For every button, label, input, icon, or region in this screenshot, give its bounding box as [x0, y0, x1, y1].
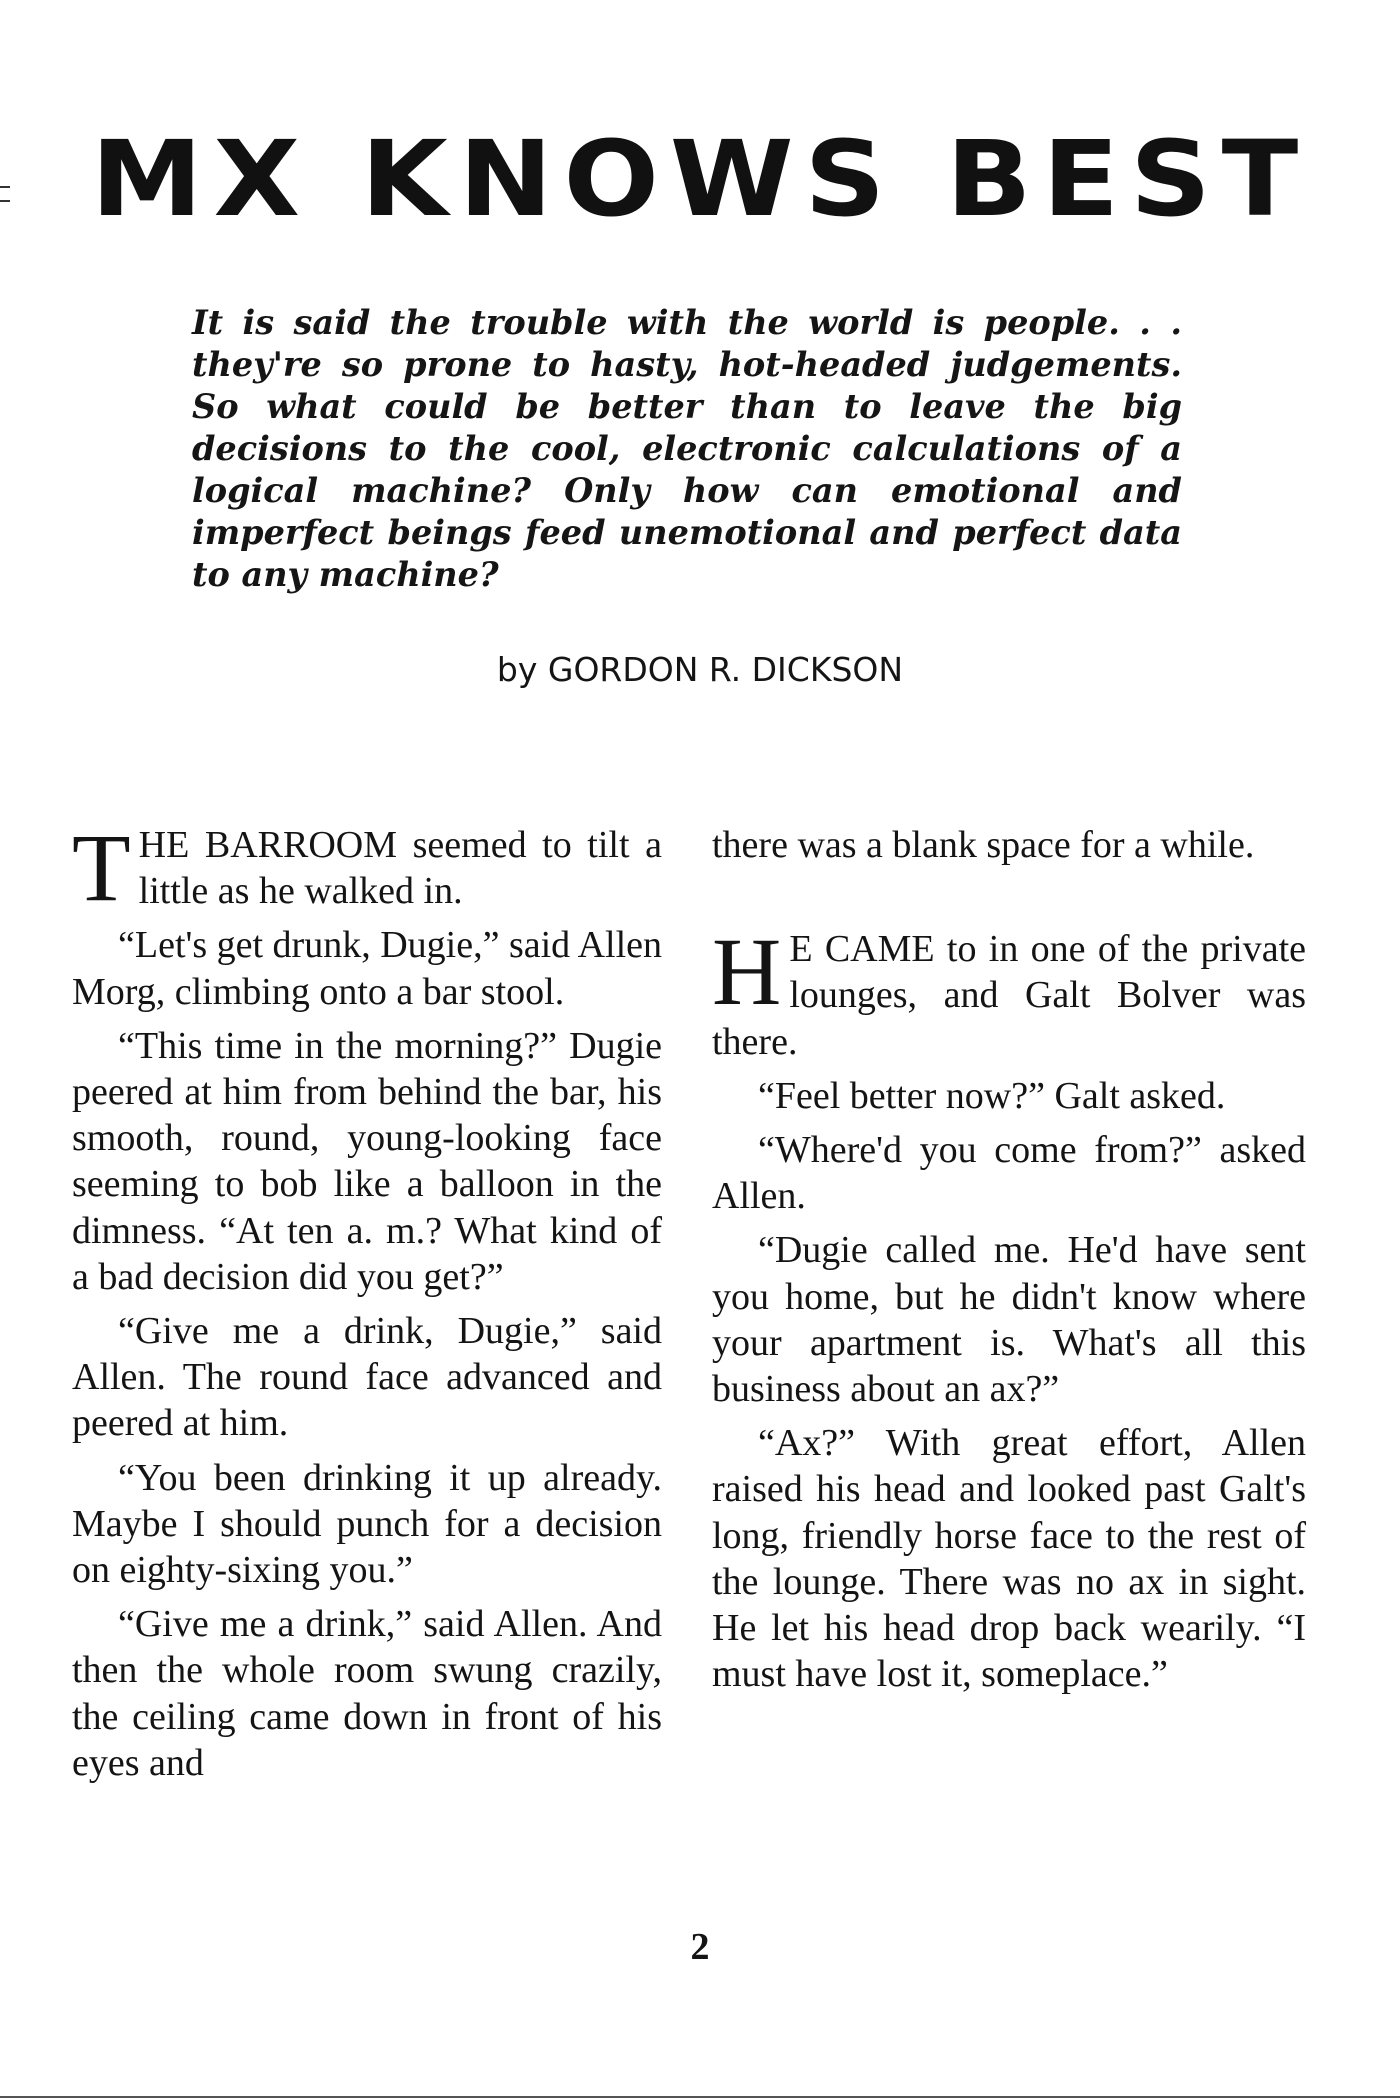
section-break	[712, 868, 1306, 926]
paragraph: “Give me a drink,” said Allen. And then the whole room swung crazily, the ceiling came down in front of his eyes and	[72, 1603, 662, 1784]
story-title: MX KNOWS BEST	[90, 118, 1310, 240]
paragraph: “Where'd you come from?” asked Allen.	[712, 1129, 1306, 1218]
story-blurb: It is said the trouble with the world is people. . . they're so prone to hasty, hot-headed judgements. So what could be better than to leave the big decisions to the cool, electronic calculations of a logical machine? Only how can emotional and imperfect beings feed unemotional and perfect data to any machine?	[192, 303, 1182, 594]
paragraph: “This time in the morning?” Dugie peered at him from behind the bar, his smooth, round, young-looking face seeming to bob like a balloon in the dimness. “At ten a. m.? What kind of a bad decision did you get?”	[72, 1024, 662, 1298]
paragraph	[72, 814, 662, 921]
drop-cap: H	[712, 918, 782, 1026]
paragraph: there was a blank space for a while.	[712, 824, 1255, 866]
bottom-rule	[0, 2096, 1400, 2098]
author-byline: by GORDON R. DICKSON	[496, 650, 904, 689]
paragraph-text: HE BARROOM seemed to tilt a little as he walked in.	[138, 824, 662, 913]
paragraph: “Dugie called me. He'd have sent you home, but he didn't know where your apartment is. What's all this business about an ax?”	[712, 1229, 1306, 1411]
paragraph: “Give me a drink, Dugie,” said Allen. The round face advanced and peered at him.	[72, 1310, 662, 1445]
paragraph: “Ax?” With great effort, Allen raised his head and looked past Galt's long, friendly horse face to the rest of the lounge. There was no ax in sight. He let his head drop back wearily. “I must have lost it, someplace.”	[712, 1422, 1306, 1696]
page-number: 2	[690, 1926, 710, 1968]
right-column	[712, 822, 1306, 1697]
paragraph	[712, 918, 1306, 1065]
paragraph: “You been drinking it up already. Maybe I should punch for a decision on eighty-sixing you.”	[72, 1456, 662, 1592]
paragraph: “Let's get drunk, Dugie,” said Allen Morg, climbing onto a bar stool.	[72, 924, 662, 1013]
drop-cap: T	[72, 814, 131, 921]
paragraph: “Feel better now?” Galt asked.	[758, 1074, 1226, 1117]
paragraph-text: E CAME to in one of the private lounges, and Galt Bolver was there.	[712, 928, 1306, 1063]
left-column	[72, 814, 662, 1786]
